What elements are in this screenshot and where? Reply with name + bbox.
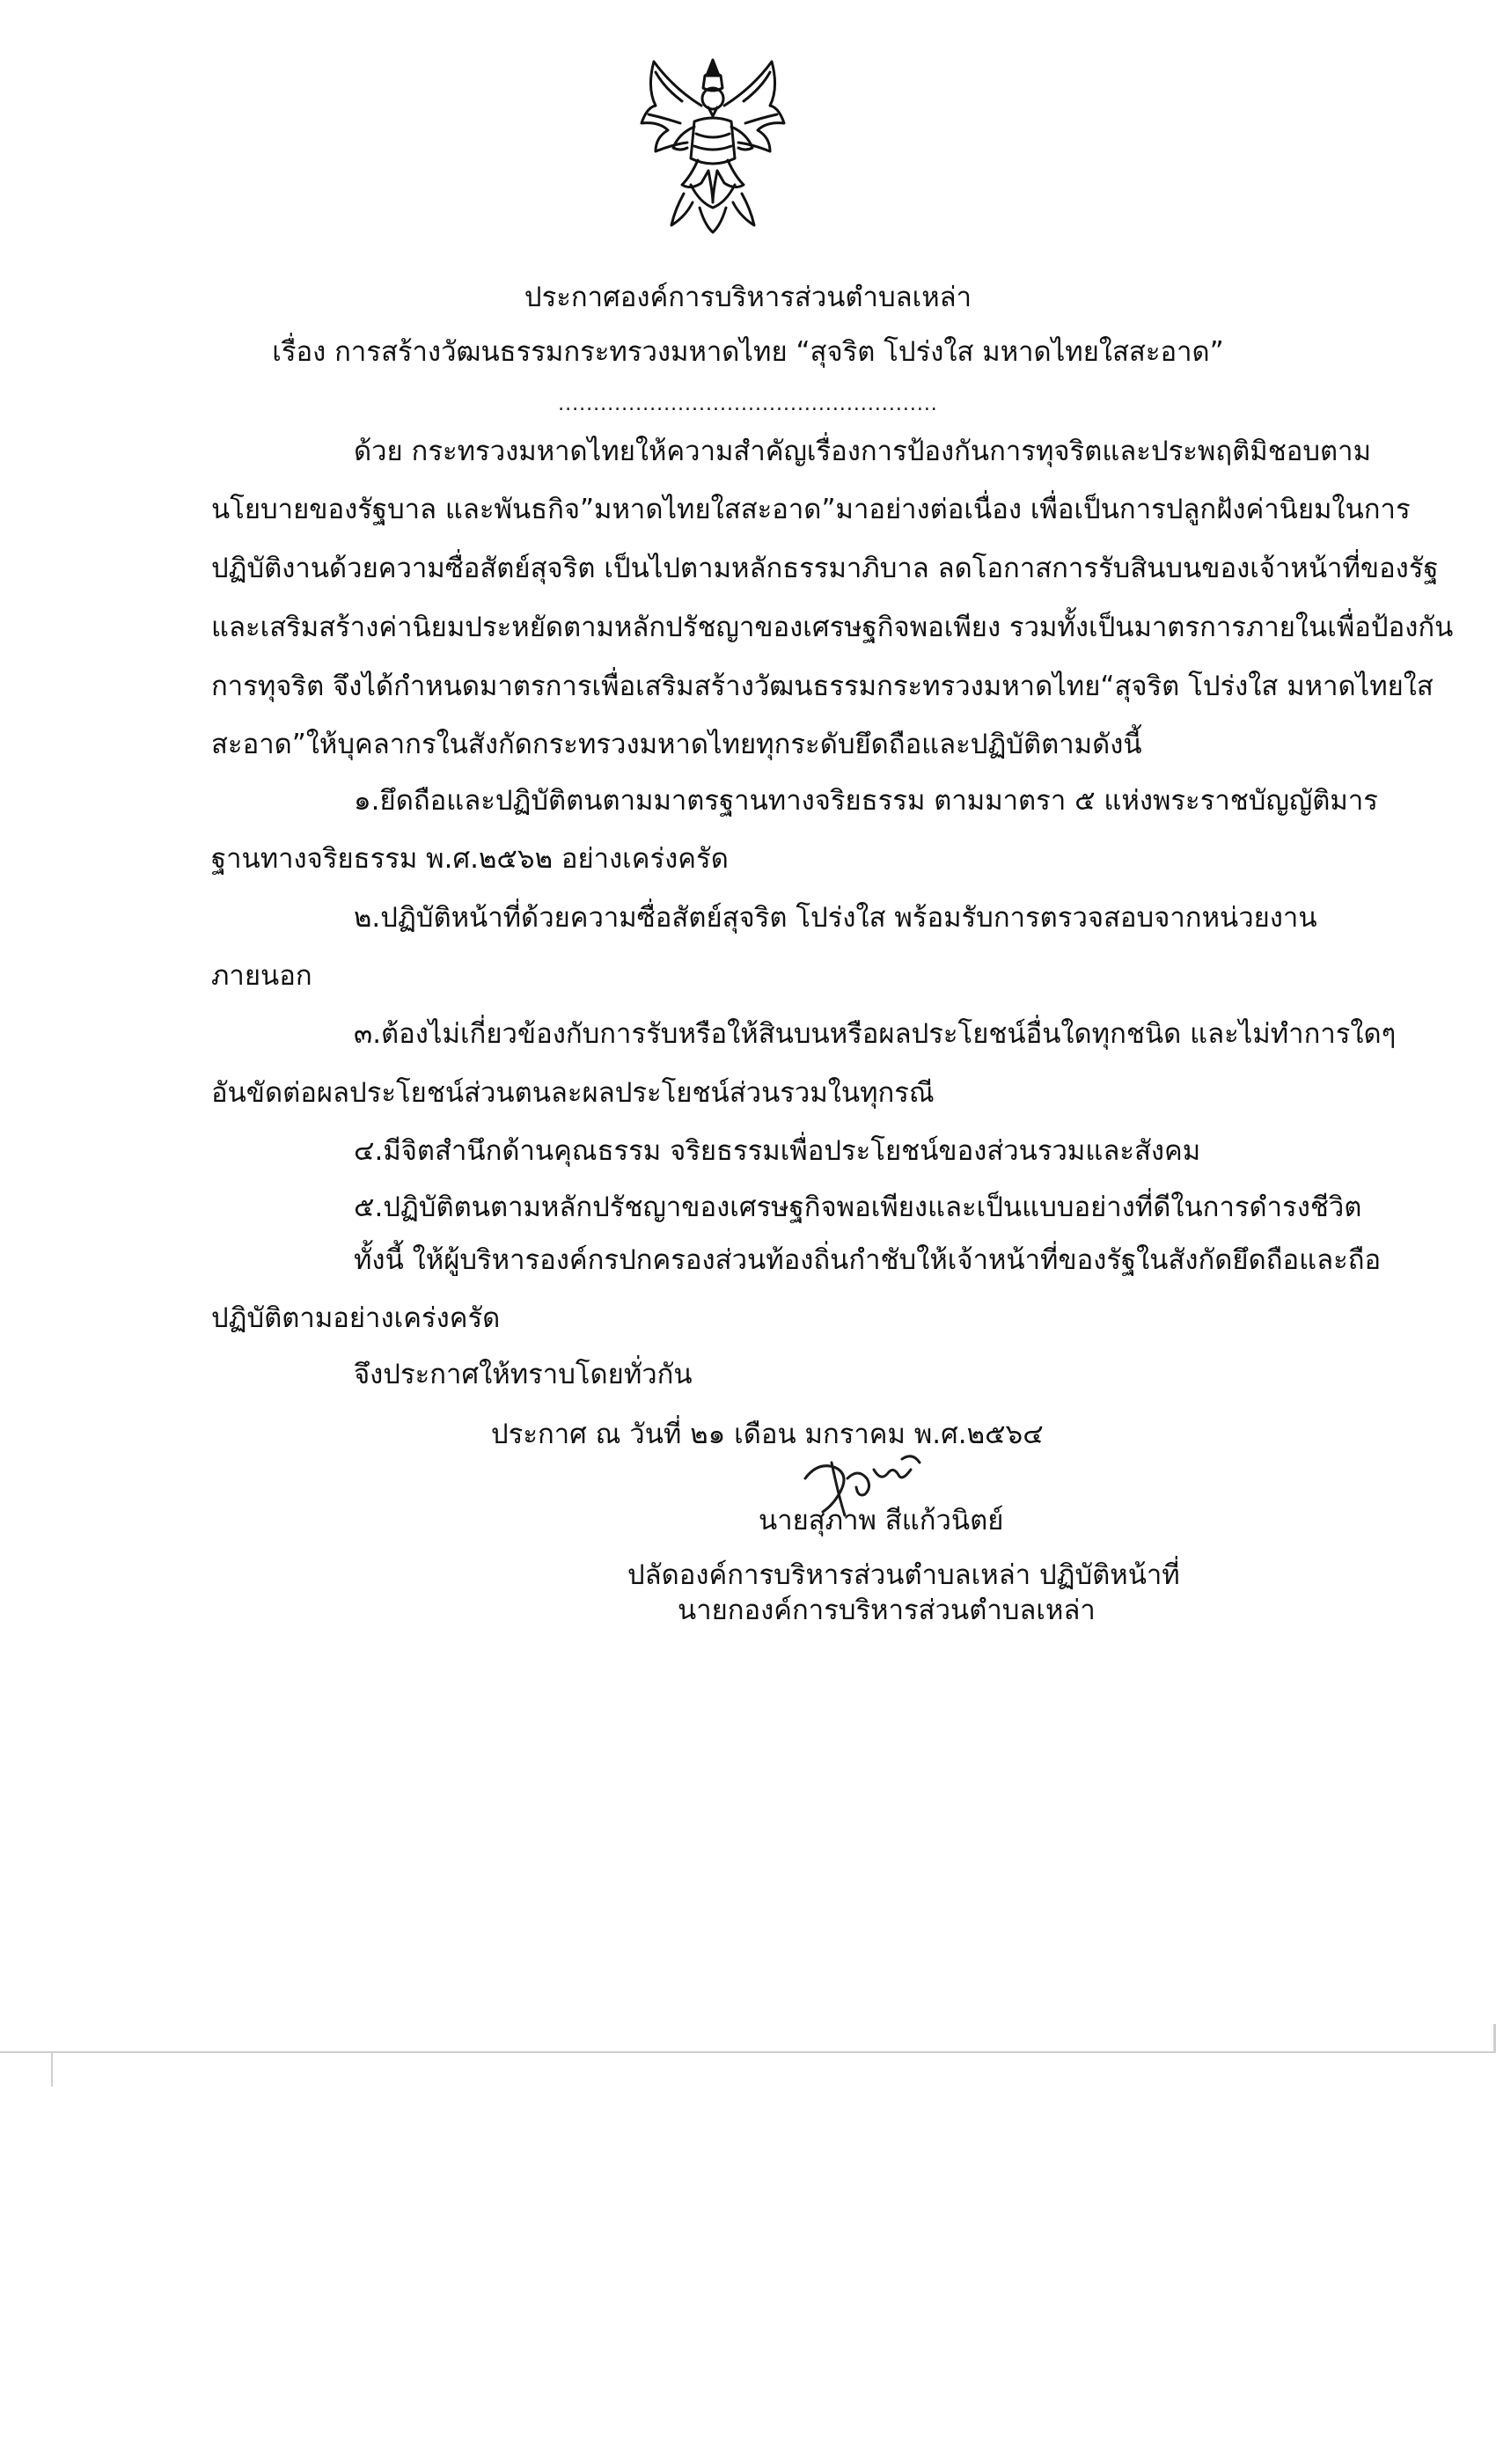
scan-edge-tick	[51, 2051, 53, 2086]
scan-edge-line	[0, 2051, 1496, 2053]
signer-name: นายสุภาพ สีแก้วนิตย์	[759, 1505, 1004, 1536]
intro-line-6: สะอาด”ให้บุคลากรในสังกัดกระทรวงมหาดไทยทุกระดับยึดถือและปฏิบัติตามดังนี้	[211, 729, 1142, 760]
header-separator: ......................................................	[558, 393, 938, 415]
signer-position-line-1: ปลัดองค์การบริหารส่วนตำบลเหล่า ปฏิบัติหน้าที่	[627, 1559, 1180, 1591]
item-1-line-1: ๑.ยึดถือและปฏิบัติตนตามมาตรฐานทางจริยธรรม ตามมาตรา ๕ แห่งพระราชบัญญัติมาร	[354, 785, 1378, 817]
closing-line-1: ทั้งนี้ ให้ผู้บริหารองค์กรปกครองส่วนท้องถิ่นกำชับให้เจ้าหน้าที่ของรัฐในสังกัดยึดถือและถือ	[354, 1244, 1382, 1276]
item-2-line-1: ๒.ปฏิบัติหน้าที่ด้วยความซื่อสัตย์สุจริต โปร่งใส พร้อมรับการตรวจสอบจากหน่วยงาน	[354, 902, 1317, 934]
closing-line-2: ปฏิบัติตามอย่างเคร่งครัด	[211, 1302, 501, 1334]
announce-line: จึงประกาศให้ทราบโดยทั่วกัน	[354, 1359, 693, 1390]
item-4: ๔.มีจิตสำนึกด้านคุณธรรม จริยธรรมเพื่อประโยชน์ของส่วนรวมและสังคม	[354, 1135, 1201, 1167]
intro-line-5: การทุจริต จึงได้กำหนดมาตรการเพื่อเสริมสร้างวัฒนธรรมกระทรวงมหาดไทย“สุจริต โปร่งใส มหาดไทยใส	[211, 671, 1434, 702]
item-2-line-2: ภายนอก	[211, 960, 312, 992]
intro-line-4: และเสริมสร้างค่านิยมประหยัดตามหลักปรัชญาของเศรษฐกิจพอเพียง รวมทั้งเป็นมาตรการภายในเพื่อป้องกัน	[211, 612, 1454, 643]
intro-line-3: ปฏิบัติงานด้วยความซื่อสัตย์สุจริต เป็นไปตามหลักธรรมาภิบาล ลดโอกาสการรับสินบนของเจ้าหน้าที่ของรัฐ	[211, 553, 1439, 584]
announcement-date: ประกาศ ณ วันที่ ๒๑ เดือน มกราคม พ.ศ.๒๕๖๔	[491, 1419, 1044, 1450]
item-5: ๕.ปฏิบัติตนตามหลักปรัชญาของเศรษฐกิจพอเพียงและเป็นแบบอย่างที่ดีในการดำรงชีวิต	[354, 1192, 1362, 1223]
document-subject: เรื่อง การสร้างวัฒนธรรมกระทรวงมหาดไทย “สุจริต โปร่งใส มหาดไทยใสสะอาด”	[272, 336, 1224, 368]
intro-line-1: ด้วย กระทรวงมหาดไทยให้ความสำคัญเรื่องการป้องกันการทุจริตและประพฤติมิชอบตาม	[354, 436, 1372, 467]
garuda-emblem-icon	[629, 53, 796, 238]
item-3-line-1: ๓.ต้องไม่เกี่ยวข้องกับการรับหรือให้สินบนหรือผลประโยชน์อื่นใดทุกชนิด และไม่ทำการใดๆ	[354, 1018, 1397, 1050]
intro-line-2: นโยบายของรัฐบาล และพันธกิจ”มหาดไทยใสสะอาด”มาอย่างต่อเนื่อง เพื่อเป็นการปลูกฝังค่านิยมในการ	[211, 494, 1411, 525]
signer-position-line-2: นายกองค์การบริหารส่วนตำบลเหล่า	[678, 1595, 1096, 1626]
item-3-line-2: อันขัดต่อผลประโยชน์ส่วนตนละผลประโยชน์ส่วนรวมในทุกรณี	[211, 1077, 935, 1109]
item-1-line-2: ฐานทางจริยธรรม พ.ศ.๒๕๖๒ อย่างเคร่งครัด	[211, 843, 729, 875]
document-title: ประกาศองค์การบริหารส่วนตำบลเหล่า	[524, 282, 972, 313]
